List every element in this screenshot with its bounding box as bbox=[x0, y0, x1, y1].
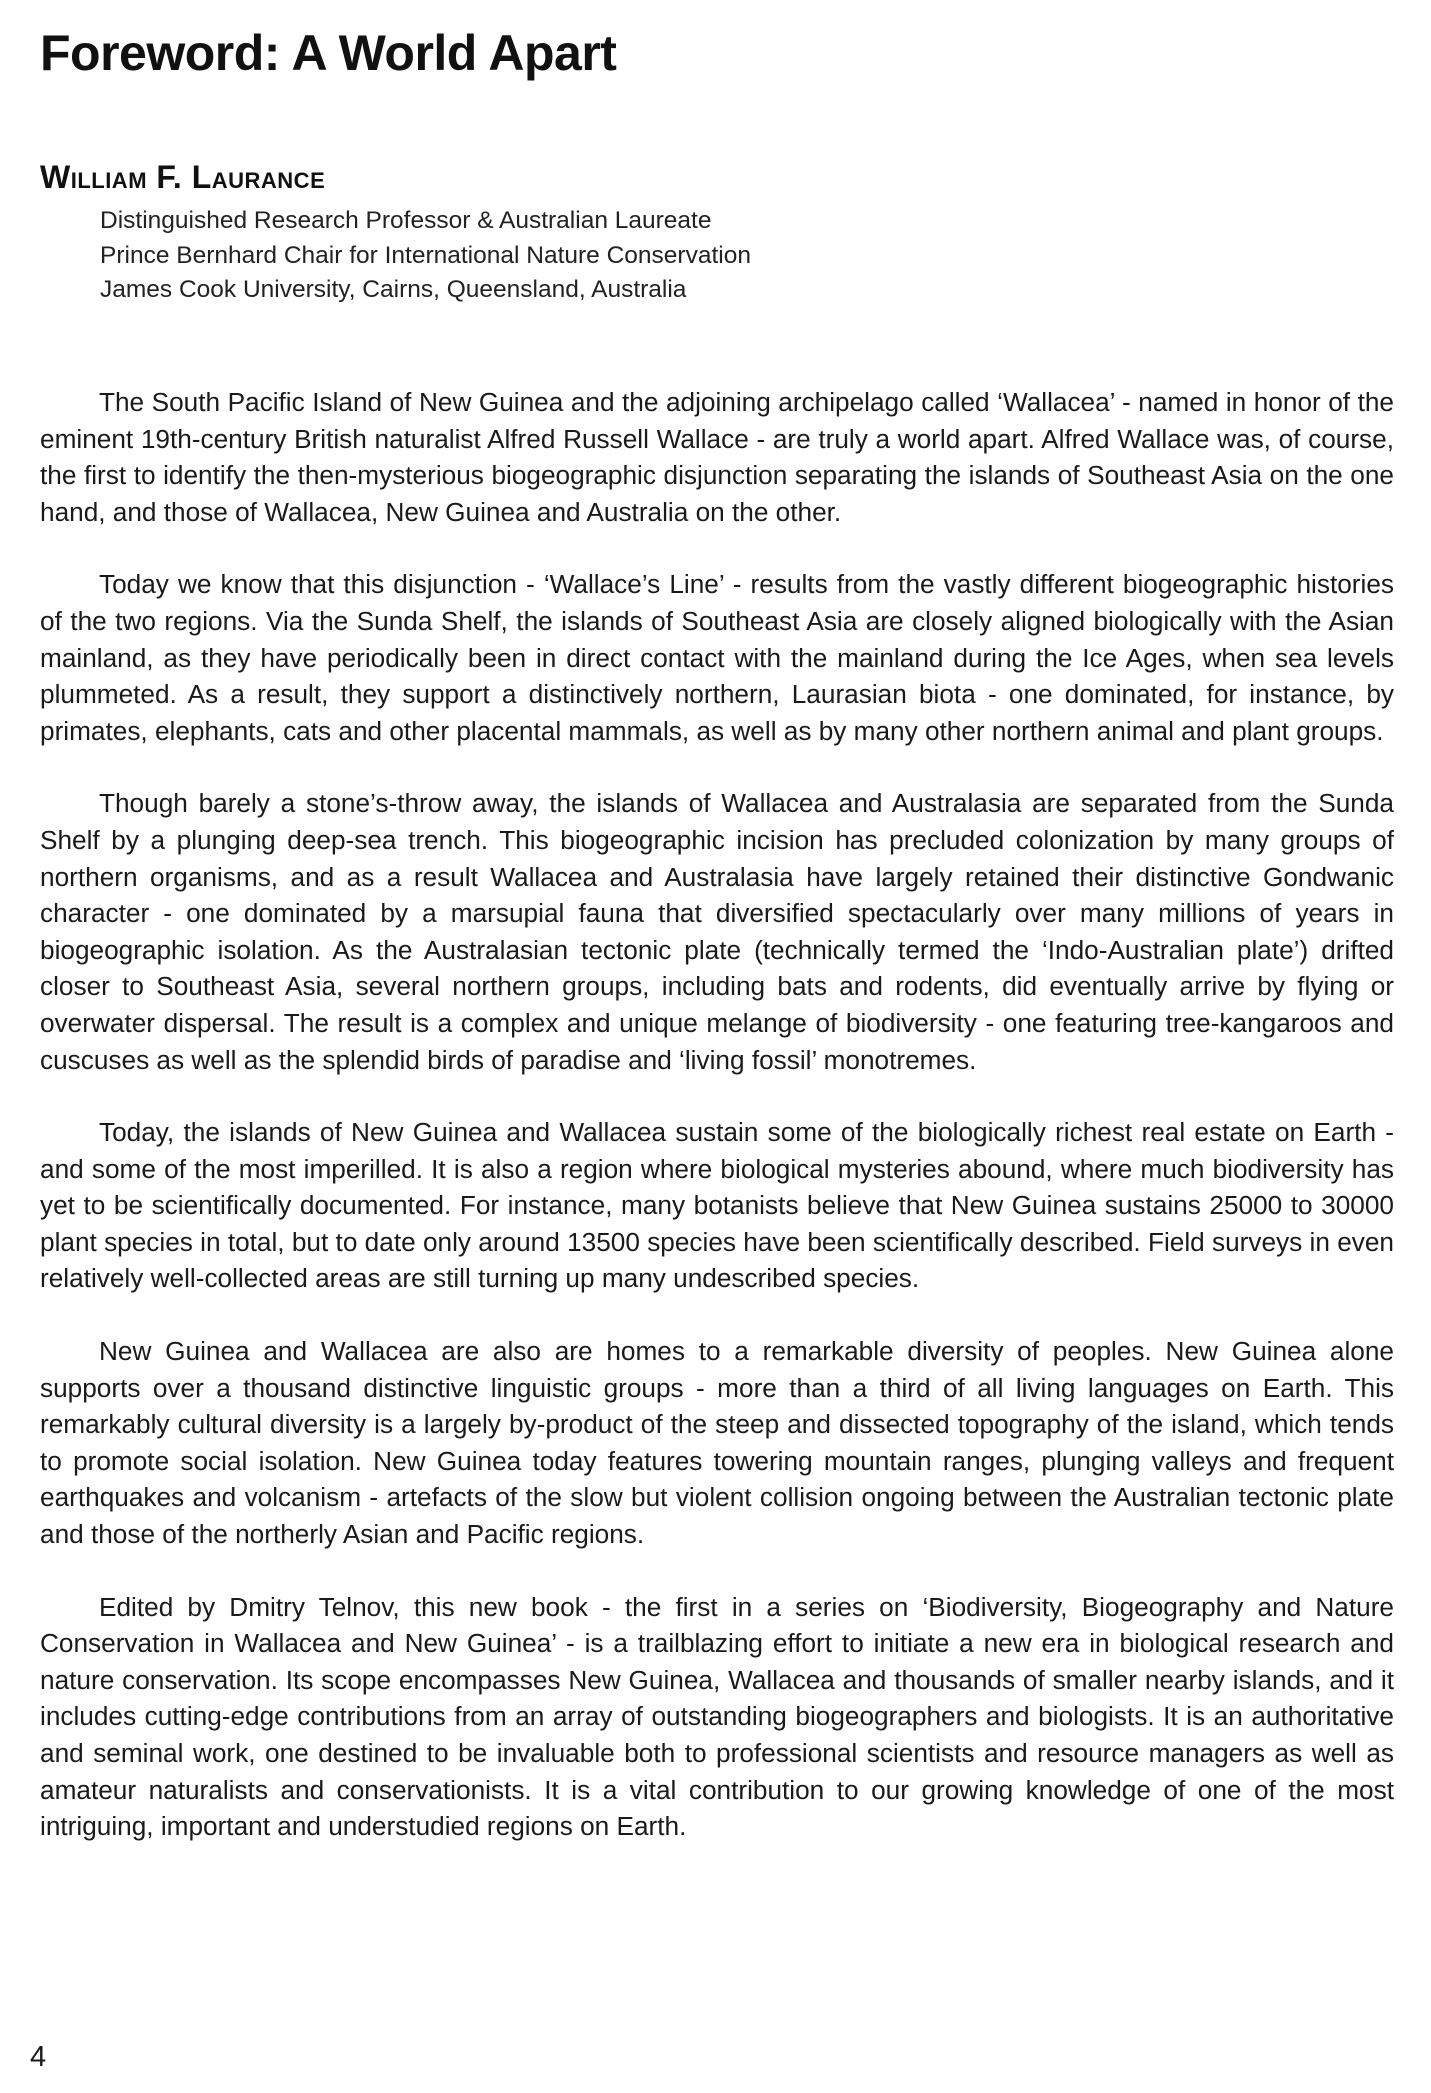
body-paragraph: Today we know that this disjunction - ‘Wallace’s Line’ - results from the vastly different biogeographic histories of the two regions. Via the Sunda Shelf, the islands of Southeast Asia are closely aligned biologically with the Asian mainland, as they have periodically been in direct contact with the mainland during the Ice Ages, when sea levels plummeted. As a result, they support a distinctively northern, Laurasian biota - one dominated, for instance, by primates, elephants, cats and other placental mammals, as well as by many other northern animal and plant groups. bbox=[40, 569, 1394, 746]
affiliation-line: James Cook University, Cairns, Queensland, Australia bbox=[100, 276, 687, 303]
body-paragraph: Though barely a stone’s-throw away, the islands of Wallacea and Australasia are separated from the Sunda Shelf by a plunging deep-sea trench. This biogeographic incision has precluded colonization by many groups of northern organisms, and as a result Wallacea and Australasia have largely retained their distinctive Gondwanic character - one dominated by a marsupial fauna that diversified spectacularly over many millions of years in biogeographic isolation. As the Australasian tectonic plate (technically termed the ‘Indo-Australian plate’) drifted closer to Southeast Asia, several northern groups, including bats and rodents, did eventually arrive by flying or overwater dispersal. The result is a complex and unique melange of biodiversity - one featuring tree-kangaroos and cuscuses as well as the splendid birds of paradise and ‘living fossil’ monotremes. bbox=[40, 788, 1394, 1075]
page-number: 4 bbox=[30, 2041, 47, 2073]
affiliation-line: Distinguished Research Professor & Australian Laureate bbox=[100, 207, 712, 234]
body-paragraph: The South Pacific Island of New Guinea and the adjoining archipelago called ‘Wallacea’ - named in honor of the eminent 19th-century British naturalist Alfred Russell Wallace - are truly a world apart. Alfred Wallace was, of course, the first to identify the then-mysterious biogeographic disjunction separating the islands of Southeast Asia on the one hand, and those of Wallacea, New Guinea and Australia on the other. bbox=[40, 387, 1394, 527]
body-paragraph: Today, the islands of New Guinea and Wallacea sustain some of the biologically richest real estate on Earth - and some of the most imperilled. It is also a region where biological mysteries abound, where much biodiversity has yet to be scientifically documented. For instance, many botanists believe that New Guinea sustains 25000 to 30000 plant species in total, but to date only around 13500 species have been scientifically described. Field surveys in even relatively well-collected areas are still turning up many undescribed species. bbox=[40, 1117, 1394, 1294]
body-paragraph: Edited by Dmitry Telnov, this new book - the first in a series on ‘Biodiversity, Biogeography and Nature Conservation in Wallacea and New Guinea’ - is a trailblazing effort to initiate a new era in biological research and nature conservation. Its scope encompasses New Guinea, Wallacea and thousands of smaller nearby islands, and it includes cutting-edge contributions from an array of outstanding biogeographers and biologists. It is an authoritative and seminal work, one destined to be invaluable both to professional scientists and resource managers as well as amateur naturalists and conservationists. It is a vital contribution to our growing knowledge of one of the most intriguing, important and understudied regions on Earth. bbox=[40, 1591, 1394, 1842]
body-paragraph: New Guinea and Wallacea are also are homes to a remarkable diversity of peoples. New Guinea alone supports over a thousand distinctive linguistic groups - more than a third of all living languages on Earth. This remarkably cultural diversity is a largely by-product of the steep and dissected topography of the island, which tends to promote social isolation. New Guinea today features towering mountain ranges, plunging valleys and frequent earthquakes and volcanism - artefacts of the slow but violent collision ongoing between the Australian tectonic plate and those of the northerly Asian and Pacific regions. bbox=[40, 1336, 1394, 1550]
author-name: William F. Laurance bbox=[40, 159, 326, 195]
affiliation-line: Prince Bernhard Chair for International Nature Conservation bbox=[100, 241, 751, 269]
foreword-body bbox=[40, 384, 1394, 1881]
author-affiliations bbox=[100, 204, 1200, 308]
page-title: Foreword: A World Apart bbox=[40, 25, 617, 81]
